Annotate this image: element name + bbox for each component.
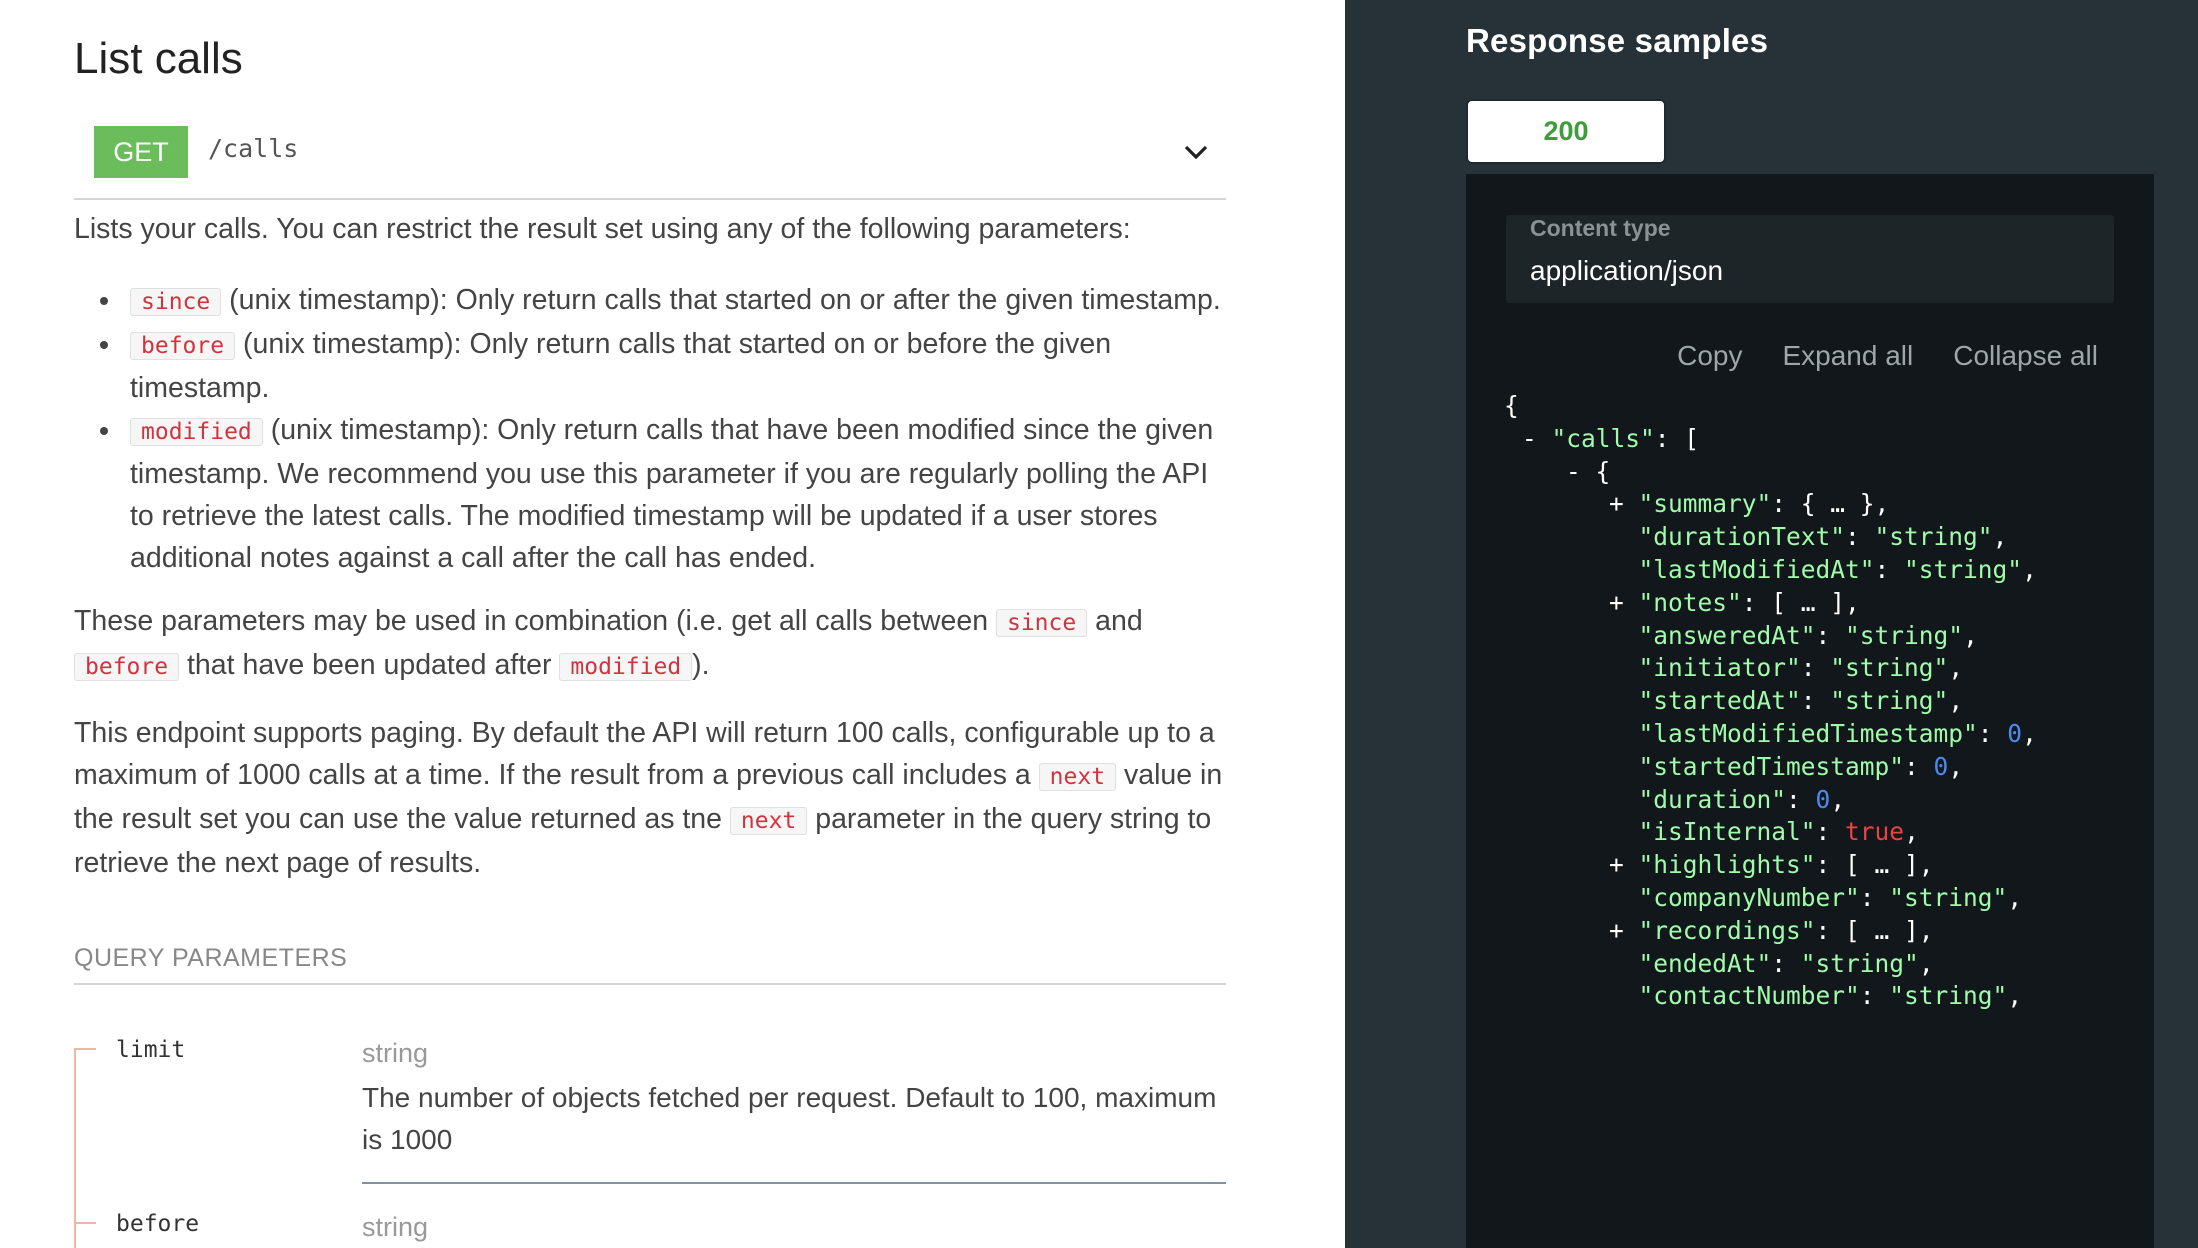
json-value: "string" — [1845, 620, 1964, 650]
json-colon: : — [1800, 653, 1831, 683]
spacer — [1609, 883, 1639, 912]
spacer — [1609, 555, 1639, 584]
json-value: 0 — [2007, 719, 2023, 748]
json-value: [ — [1684, 423, 1700, 453]
json-value: { — [1595, 456, 1611, 486]
json-value: "string" — [1889, 883, 2008, 912]
json-colon: : — [1786, 784, 1816, 814]
param-description: The number of objects fetched per request. Default to 100, maximum is 1000 — [362, 1082, 1217, 1155]
inline-code: before — [130, 332, 235, 360]
json-value: "string" — [1800, 948, 1919, 978]
expand-toggle[interactable]: + — [1609, 587, 1639, 617]
text: that have been updated after — [179, 649, 560, 681]
json-value: "string" — [1889, 981, 2008, 1011]
json-comma: , — [1963, 620, 1978, 650]
json-key: "notes" — [1638, 587, 1742, 617]
json-key: "endedAt" — [1638, 948, 1772, 978]
json-comma: , — [2022, 555, 2037, 584]
spacer — [1609, 686, 1639, 715]
status-tab-200[interactable]: 200 — [1466, 99, 1666, 164]
query-parameters-heading: QUERY PARAMETERS — [74, 944, 1226, 985]
spacer — [1609, 621, 1639, 650]
json-colon: : — [1815, 915, 1846, 945]
spacer — [1609, 719, 1639, 748]
param-divider — [362, 1182, 1226, 1184]
response-samples-title: Response samples — [1466, 22, 1769, 59]
param-name: before — [116, 1211, 200, 1237]
json-line — [1566, 452, 1610, 492]
json-key: "recordings" — [1638, 915, 1816, 945]
json-key: "duration" — [1638, 784, 1787, 814]
json-colon: : — [1815, 817, 1846, 847]
description-intro: Lists your calls. You can restrict the result set using any of the following parameters: — [74, 213, 1131, 245]
bullet — [100, 341, 108, 349]
json-comma: , — [1918, 948, 1934, 978]
list-item-text: (unix timestamp): Only return calls that started on or after the given timestamp. — [221, 284, 1221, 316]
json-value: [ … ], — [1845, 850, 1934, 880]
json-colon: : — [1815, 620, 1846, 650]
json-comma: , — [1948, 751, 1964, 781]
json-value: "string" — [1830, 653, 1949, 683]
text: and — [1087, 605, 1143, 637]
inline-code: next — [730, 807, 807, 835]
json-colon: : — [1859, 883, 1890, 912]
json-line — [1522, 419, 1699, 459]
json-key: "lastModifiedTimestamp" — [1638, 719, 1978, 748]
json-colon: : — [1771, 948, 1801, 978]
paging-paragraph — [74, 712, 1234, 884]
json-key: "companyNumber" — [1638, 883, 1860, 912]
param-tree-tick — [74, 1048, 96, 1050]
spacer — [74, 1034, 76, 1048]
json-value: [ … ], — [1771, 587, 1860, 617]
expand-all-button[interactable]: Expand all — [1782, 340, 1914, 371]
inline-code: modified — [559, 653, 692, 681]
json-value: 0 — [1933, 751, 1949, 781]
text: This endpoint supports paging. By default the API will return 100 calls, configurable up to a maximum of 1000 calls at a time. If the result from a previous call includes a — [74, 717, 1215, 791]
text: value in the result set you can use the value returned as tne — [74, 759, 1223, 835]
query-param-limit — [74, 1034, 1226, 1184]
endpoint-header[interactable] — [74, 120, 1226, 200]
response-sample-box — [1466, 174, 2154, 1248]
inline-code: modified — [130, 418, 263, 446]
json-comma: , — [1948, 653, 1964, 683]
json-value: 0 — [1815, 784, 1831, 814]
expand-toggle[interactable]: + — [1609, 915, 1639, 945]
spacer — [1609, 949, 1639, 978]
content-type-value: application/json — [1530, 255, 1724, 286]
json-value: "string" — [1904, 555, 2023, 584]
json-colon: : — [1874, 555, 1905, 584]
text: These parameters may be used in combination (i.e. get all calls between — [74, 605, 996, 637]
content-type-selector[interactable] — [1506, 215, 2114, 303]
json-colon: : — [1800, 686, 1831, 716]
json-comma: , — [1904, 817, 1919, 847]
json-key: "calls" — [1551, 423, 1655, 453]
text: parameter in the query string to retrieve the next page of results. — [74, 803, 1212, 879]
list-item-text: (unix timestamp): Only return calls that have been modified since the given timestamp. We recommend you use this parameter if you are regularly polling the API to retrieve the latest calls. The modified timestamp will be updated if a user stores additional notes against a call after the call has ended. — [130, 414, 1214, 574]
chevron-down-icon[interactable] — [1182, 138, 1210, 166]
json-key: "highlights" — [1638, 850, 1816, 880]
json-key: "contactNumber" — [1638, 981, 1860, 1011]
spacer — [1609, 752, 1639, 781]
param-name: limit — [116, 1037, 186, 1063]
json-colon: : — [1771, 489, 1801, 519]
json-value: true — [1845, 817, 1905, 847]
json-key: "startedTimestamp" — [1638, 751, 1905, 781]
endpoint-path: /calls — [208, 134, 299, 163]
json-comma: , — [2007, 981, 2023, 1011]
response-samples-pane — [1345, 0, 2198, 1248]
collapse-toggle[interactable]: - — [1522, 423, 1552, 453]
collapse-all-button[interactable]: Collapse all — [1953, 340, 2098, 371]
bullet — [100, 297, 108, 305]
json-colon: : — [1654, 423, 1685, 453]
inline-code: before — [74, 653, 179, 681]
json-colon: : — [1904, 751, 1934, 781]
param-type: string — [362, 1038, 429, 1068]
list-item — [74, 279, 1234, 323]
param-tree-tick — [74, 1222, 96, 1224]
http-method-badge: GET — [94, 126, 188, 178]
text: ). — [692, 649, 710, 681]
json-colon: : — [1977, 719, 2008, 748]
json-comma: , — [2022, 719, 2037, 748]
json-line — [1609, 976, 2022, 1016]
json-colon: : — [1741, 587, 1772, 617]
spacer — [1609, 981, 1639, 1010]
json-key: "initiator" — [1638, 653, 1801, 683]
inline-code: since — [996, 609, 1087, 637]
collapse-toggle[interactable]: - — [1566, 456, 1596, 486]
json-key: "startedAt" — [1638, 686, 1801, 716]
expand-toggle[interactable]: + — [1609, 489, 1639, 519]
json-key: "lastModifiedAt" — [1638, 555, 1875, 584]
spacer — [1609, 653, 1639, 682]
content-type-label: Content type — [1530, 215, 1671, 241]
json-comma: , — [1948, 686, 1964, 716]
list-item — [74, 409, 1234, 579]
json-comma: , — [1992, 522, 2008, 552]
json-comma: , — [2007, 883, 2023, 912]
parameter-description-list — [74, 279, 1234, 579]
json-key: "durationText" — [1638, 522, 1846, 552]
json-line — [1504, 386, 1519, 426]
spacer — [1609, 785, 1639, 814]
json-key: "summary" — [1638, 489, 1772, 519]
spacer — [1609, 522, 1639, 551]
json-comma: , — [1830, 784, 1846, 814]
list-item — [74, 323, 1234, 409]
json-value: "string" — [1874, 522, 1993, 552]
list-item-text: (unix timestamp): Only return calls that started on or before the given timestamp. — [130, 328, 1112, 404]
json-brace: { — [1504, 391, 1519, 420]
inline-code: since — [130, 288, 221, 316]
json-value: "string" — [1830, 686, 1949, 716]
json-key: "isInternal" — [1638, 817, 1816, 847]
combination-paragraph — [74, 600, 1234, 688]
bullet — [100, 427, 108, 435]
param-type: string — [362, 1212, 429, 1242]
query-param-before — [74, 1208, 1226, 1248]
spacer — [1609, 817, 1639, 846]
page-title: List calls — [74, 34, 243, 83]
json-colon: : — [1859, 981, 1890, 1011]
json-colon: : — [1845, 522, 1875, 552]
copy-button[interactable]: Copy — [1677, 340, 1743, 371]
sample-toolbar — [1677, 340, 2098, 372]
json-colon: : — [1815, 850, 1846, 880]
json-value: { … }, — [1800, 489, 1890, 519]
inline-code: next — [1039, 763, 1116, 791]
json-key: "answeredAt" — [1638, 620, 1816, 650]
expand-toggle[interactable]: + — [1609, 850, 1639, 880]
json-value: [ … ], — [1845, 915, 1934, 945]
